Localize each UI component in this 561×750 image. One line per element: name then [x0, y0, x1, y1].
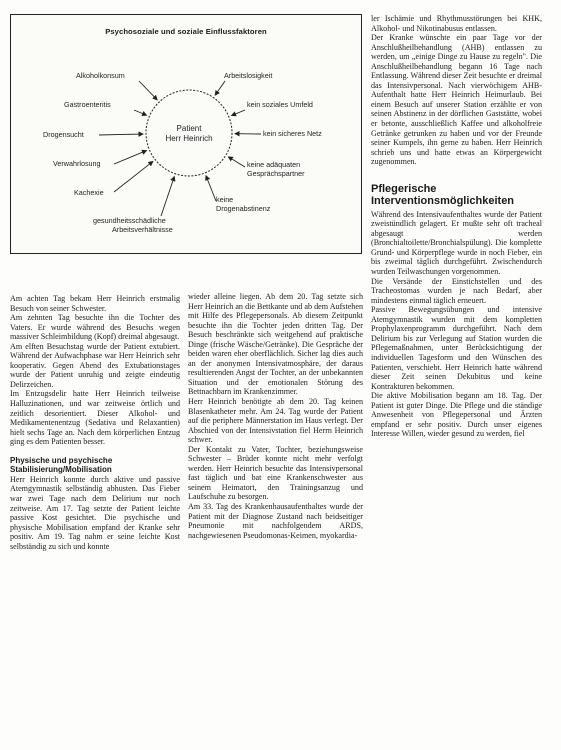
factor-drogensucht: Drogensucht — [43, 130, 84, 139]
center-label-2: Herr Heinrich — [165, 134, 213, 143]
paragraph: Während des Intensivaufenthaltes wurde der Patient zweistündlich gelagert. Er mußte sehr oft tracheal abgesaugt werden (Bronchialtoilette/Bronchialspülung). Die komplette Grund- und Körperpflege wurde in noch Fieber, ein bis zweimal täglich durchgeführt. Zwischendurch wurden Teilwaschungen vorgenommen. — [371, 209, 542, 277]
text-column-3 — [371, 14, 542, 750]
factor-sicheres-netz: kein sicheres Netz — [263, 129, 322, 138]
factor-kachexie: Kachexie — [74, 188, 104, 197]
factor-arbeitslosigkeit: Arbeitslosigkeit — [224, 71, 273, 80]
diagram-title: Psychosoziale und soziale Einflussfaktoren — [105, 27, 267, 36]
paragraph: Die aktive Mobilisation begann am 18. Tag. Der Patient ist guter Dinge. Die Pflege und die ständige Anwesenheit von Pflegepersonal und Ärzten empfand er sehr positiv. Durch unser eigenes Interesse Willen, wieder gesund zu werden, fiel — [371, 391, 542, 439]
center-circle — [146, 90, 232, 176]
influence-arrow — [228, 157, 245, 167]
paragraph: Herr Heinrich benötigte ab dem 20. Tag keinen Blasenkatheter mehr. Am 24. Tag wurde der Patient auf die periphere Männerstation im Haus verlegt. Der Abschied von der Intensivstation fiel Herrn Heinrich schwer. — [188, 397, 363, 445]
arrows — [99, 81, 261, 216]
text-column-2 — [188, 292, 363, 750]
factor-soziales-umfeld: kein soziales Umfeld — [247, 100, 313, 109]
section-heading-interventionen: Pflegerische Interventionsmöglichkeiten — [371, 182, 515, 207]
influence-arrow — [215, 81, 225, 95]
factor-gastroenteritis: Gastroenteritis — [64, 100, 111, 109]
influence-arrow — [139, 81, 157, 100]
influence-arrow — [99, 134, 143, 135]
factor-drogenabstinenz-2: Drogenabstinenz — [216, 204, 271, 213]
text-column-1 — [10, 294, 180, 750]
factor-verwahrlosung: Verwahrlosung — [53, 159, 101, 168]
paragraph: Am achten Tag bekam Herr Heinrich erstmalig Besuch von seiner Schwester. — [10, 294, 180, 313]
paragraph: Herr Heinrich konnte durch aktive und passive Atemgymnastik selbständig abhusten. Das Fieber war zwei Tage nach dem Delirium nur noch zeitweise. Am 17. Tag setzte der Patient leichte passive Kost gesichtet. Die psychische und physische Mobilisation empfand der Kranke sehr positiv. Am 19. Tag nahm er seine leichte Kost selbständig zu sich und konnte — [10, 474, 180, 551]
paragraph: Am elften Besuchstag wurde der Patient extubiert. Während der Aufwachphase war Herr Heinrich sehr kooperativ. Gegen Abend des Extubationstages wurde der Patient unruhig und zeigte eindeutig Delirzeichen. — [10, 341, 180, 389]
factor-drogenabstinenz-1: keine — [216, 195, 234, 204]
influence-arrow — [206, 176, 216, 201]
paragraph: Der Kranke wünschte ein paar Tage vor der Anschlußheilbehandlung (AHB) entlassen zu werden, um „einige Dinge zu Hause zu regeln". Die Anschlußheilbehandlung begann 16 Tage nach Entlassung. Während dieser Zeit besuchte er dreimal das Intensivpersonal. Nach vierwöchigem AHB-Aufenthalt hatte Herr Heinrich Heimurlaub. Bei einem Besuch auf unserer Station erzählte er von seinen Abstinenz in der dörflichen Gaststätte, wobei er betonte, ausschließlich Kaffee und alkoholfreie Getränke getrunken zu haben und vor der Freunde seiner Kumpels, ihn gerne zu haben. Herr Heinrich schrieb uns und hatte etwas an Körpergewicht zugenommen. — [371, 33, 542, 167]
paragraph: wieder alleine liegen. Ab dem 20. Tag setzte sich Herr Heinrich an die Bettkante und ab dem Aufstehen mit Hilfe des Pflegepersonals. Ab diesem Zeitpunkt besuchte ihn die Tochter jeden dritten Tag. Der Besuch beschränkte sich weitgehend auf praktische Dinge (frische Wäsche/Getränke). Die Gespräche der beiden waren eher oberflächlich. Sicher lag dies auch an der anonymen Intensivatmosphäre, der daraus resultierenden Angst der Tochter, an der unbekannten Situation und der emotionalen Störung des Bettnachbarn im Krankenzimmer. — [188, 292, 363, 397]
influence-arrow — [114, 161, 153, 192]
factor-arbeitsverhaeltnisse-1: gesundheitsschädliche — [93, 216, 166, 225]
paragraph: Passive Bewegungsübungen und intensive Atemgymnastik wurden mit dem kompletten Prophylaxenprogramm durchgeführt. Nach dem Delirium bis zur Verlegung auf Station wurden die Pflegemaßnahmen, unter Berücksichtigung der individuellen Tagesform und den Wünschen des Patienten, verschiebt. Herr Heinrich hatte während dieser Zeit seinen Dekubitus und keine Kontrakturen bekommen. — [371, 305, 542, 391]
paragraph: Die Versände der Einstichstellen und des Tracheostomas wurden je nach Bedarf, aber mindestens einmal täglich erneuert. — [371, 276, 542, 305]
factor-gespraechspartner-2: Gesprächspartner — [247, 169, 305, 178]
diagram-canvas — [11, 15, 363, 255]
paragraph: Am zehnten Tag besuchte ihn die Tochter des Vaters. Er wurde während des Besuchs wegen massiver Schleimbildung (Kopf) dreimal abgesaugt. — [10, 313, 180, 342]
paragraph: Im Entzugsdelir hatte Herr Heinrich teilweise Halluzinationen, und war zeitweise örtlich und zeitlich desorientiert. Dieser Alkohol- und Medikamentenentzug (Sedativa und Relaxantien) hielt sechs Tage an. Nach dem körperlichen Entzug ging es dem Patienten besser. — [10, 389, 180, 447]
influence-arrow — [232, 110, 245, 116]
paragraph: Am 33. Tag des Krankenhausaufenthaltes wurde der Patient mit der Diagnose Zustand nach beidseitiger Pneumonie mit nachfolgendem ARDS, nachgewiesenen Pseudomonas-Keimen, myokardia- — [188, 502, 363, 540]
paragraph: Der Kontakt zu Vater, Tochter, beziehungsweise Schwester – Brüder konnte nicht mehr verfolgt werden. Herr Heinrich besuchte das Intensivpersonal fast täglich und bat eine Krankenschwester aus seinem Heimatort, den Trainingsanzug und Laufschuhe zu besorgen. — [188, 444, 363, 502]
influence-arrow — [134, 110, 147, 115]
paragraph: ler Ischämie und Rhythmusstörungen bei KHK, Alkohol- und Nikotinabusus entlassen. — [371, 14, 542, 33]
factor-arbeitsverhaeltnisse-2: Arbeitsverhältnisse — [112, 225, 173, 234]
influence-diagram — [10, 14, 362, 254]
factor-gespraechspartner-1: keine adäquaten — [247, 160, 301, 169]
influence-arrow — [114, 151, 146, 164]
center-label-1: Patient — [176, 124, 202, 133]
section-heading-stabilisierung: Physische und psychische Stabilisierung/Mobilisation — [10, 455, 113, 475]
factor-alkoholkonsum: Alkoholkonsum — [76, 71, 125, 80]
influence-arrow — [161, 177, 174, 216]
